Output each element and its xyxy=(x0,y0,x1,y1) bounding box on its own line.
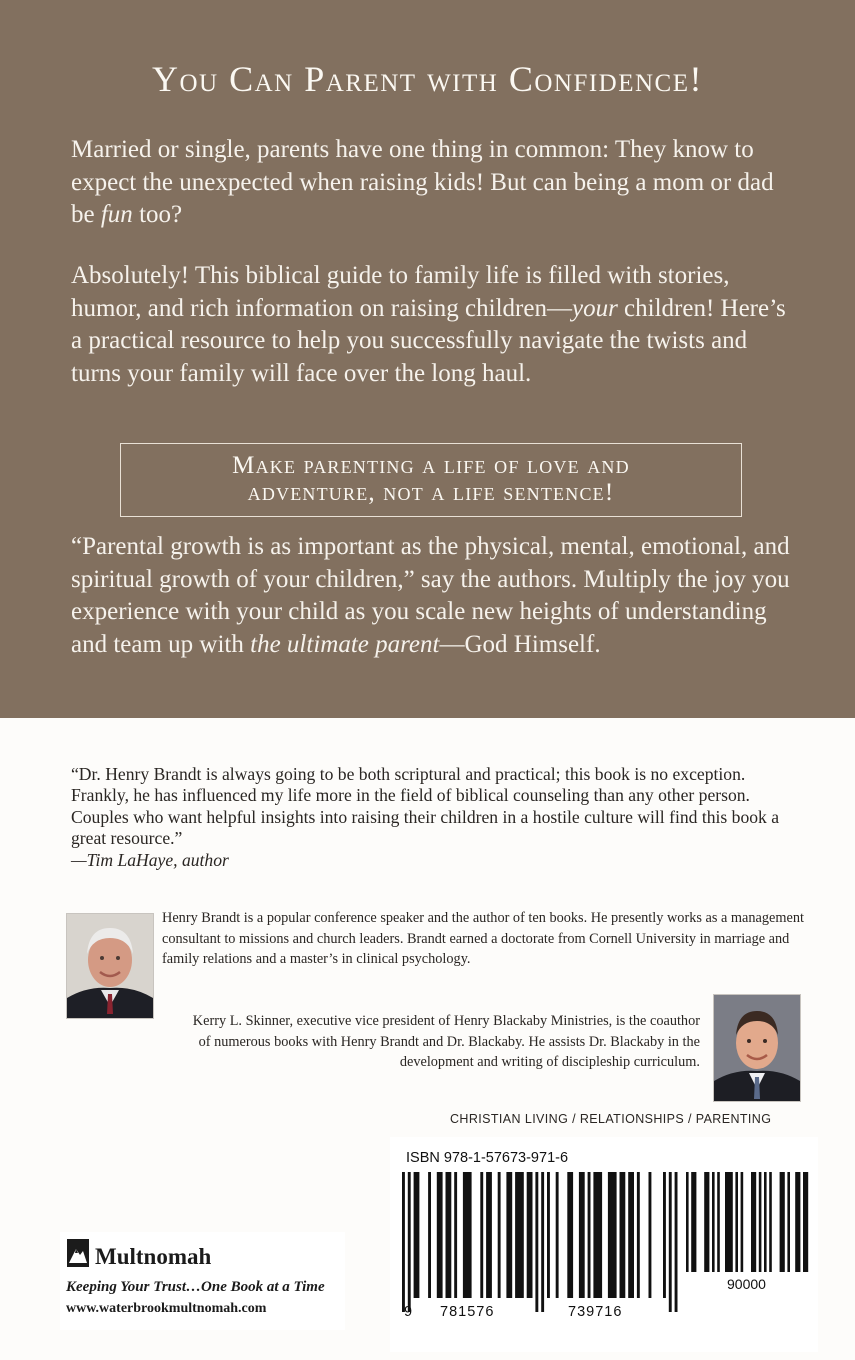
barcode-bar xyxy=(663,1172,666,1298)
multnomah-mountain-icon xyxy=(67,1239,89,1267)
growth-paragraph xyxy=(71,531,801,661)
barcode-bar xyxy=(669,1172,672,1312)
barcode-bar xyxy=(498,1172,501,1298)
barcode-bar xyxy=(712,1172,715,1272)
barcode-bar xyxy=(579,1172,585,1298)
barcode-bar xyxy=(414,1172,420,1298)
callout-box xyxy=(120,443,742,517)
barcode-bar xyxy=(535,1172,538,1312)
intro-text-after: too? xyxy=(132,201,183,228)
barcode-bar xyxy=(649,1172,652,1298)
barcode-bar xyxy=(741,1172,744,1272)
callout-line-1: Make parenting a life of love and xyxy=(232,452,630,479)
author-photo-henry-brandt xyxy=(66,913,154,1019)
endorsement xyxy=(71,764,796,871)
growth-text-emphasis: the ultimate parent xyxy=(250,630,440,658)
barcode-bar xyxy=(567,1172,573,1298)
author-photo-kerry-skinner xyxy=(713,994,801,1102)
barcode-bar xyxy=(547,1172,550,1298)
barcode-bar xyxy=(704,1172,709,1272)
publisher-name: Multnomah xyxy=(95,1244,212,1269)
intro-paragraph xyxy=(71,134,801,232)
callout-line-2: adventure, not a life sentence! xyxy=(247,479,615,506)
barcode-bar xyxy=(527,1172,533,1298)
barcode-bar xyxy=(686,1172,689,1272)
barcode-bar xyxy=(454,1172,457,1298)
growth-text-after: —God Himself. xyxy=(439,630,601,658)
cover-headline: You Can Parent with Confidence! xyxy=(152,59,703,99)
endorsement-quote: “Dr. Henry Brandt is always going to be both scriptural and practical; this book is no exception. Frankly, he has influenced my life more in the field of biblical counseling than any other person. Couples who want helpful insights into raising their children in a hostile culture will find this book a great resource.” xyxy=(71,764,780,849)
barcode-bar xyxy=(725,1172,733,1272)
guide-text-after: children! Here’s a practical resource to help you successfully navigate the twists and turns your family will face over the long haul. xyxy=(71,294,786,387)
barcode-bar xyxy=(480,1172,483,1298)
isbn-number: ISBN 978-1-57673-971-6 xyxy=(406,1150,569,1166)
barcode-bar xyxy=(446,1172,452,1298)
barcode-digit-group-2: 739716 xyxy=(568,1304,623,1320)
growth-text-before: “Parental growth is as important as the physical, mental, emotional, and spiritual growth of your children,” say the authors. Multiply the joy you experience with your child as you scale new heights of understanding and team up with xyxy=(71,533,790,658)
barcode-bar xyxy=(408,1172,411,1312)
barcode-bar xyxy=(402,1172,405,1312)
barcode-bar xyxy=(556,1172,559,1298)
barcode-bar xyxy=(593,1172,602,1298)
intro-text-emphasis: fun xyxy=(100,201,133,228)
intro-text-before: Married or single, parents have one thing in common: They know to expect the unexpected when raising kids! But can being a mom or dad be xyxy=(71,136,774,228)
barcode-bar xyxy=(803,1172,808,1272)
barcode-bar xyxy=(691,1172,696,1272)
guide-text-emphasis: your xyxy=(571,294,618,322)
price-code: 90000 xyxy=(727,1276,766,1292)
barcode-bar xyxy=(620,1172,626,1298)
barcode-digit-group-1: 781576 xyxy=(440,1304,495,1320)
barcode-bar xyxy=(780,1172,785,1272)
barcode-bar xyxy=(795,1172,800,1272)
guide-paragraph xyxy=(71,260,796,390)
barcode-bar xyxy=(506,1172,512,1298)
barcode-bar xyxy=(769,1172,772,1272)
category-label: CHRISTIAN LIVING / RELATIONSHIPS / PARENTING xyxy=(450,1112,772,1126)
barcode-bar xyxy=(675,1172,678,1312)
barcode-bar xyxy=(428,1172,431,1298)
barcode-bar xyxy=(717,1172,720,1272)
guide-text-before: Absolutely! This biblical guide to family life is filled with stories, humor, and rich information on raising children— xyxy=(71,262,730,322)
price-addon-barcode xyxy=(686,1172,814,1272)
barcode-bar xyxy=(764,1172,767,1272)
barcode-lead-digit: 9 xyxy=(404,1304,414,1320)
endorsement-attribution: —Tim LaHaye, author xyxy=(71,849,229,870)
barcode-bar xyxy=(787,1172,790,1272)
barcode-bar xyxy=(759,1172,762,1272)
barcode-bar xyxy=(751,1172,756,1272)
barcode-bar xyxy=(637,1172,640,1298)
barcode-bar xyxy=(541,1172,544,1312)
publisher-tagline: Keeping Your Trust…One Book at a Time xyxy=(66,1279,325,1295)
barcode-bar xyxy=(588,1172,591,1298)
barcode-bar xyxy=(486,1172,492,1298)
barcode-bar xyxy=(735,1172,738,1272)
barcode-bar xyxy=(608,1172,617,1298)
ean-barcode xyxy=(402,1172,682,1322)
author-bio-kerry-skinner: Kerry L. Skinner, executive vice president of Henry Blackaby Ministries, is the coauthor of numerous books with Henry Brandt and Dr. Blackaby. He assists Dr. Blackaby in the development and writing of discipleship curriculum. xyxy=(192,1013,700,1070)
author-bio-henry-brandt: Henry Brandt is a popular conference speaker and the author of ten books. He presently works as a management consultant to missions and church leaders. Brandt earned a doctorate from Cornell University in marriage and family relations and a master’s in clinical psychology. xyxy=(162,910,804,967)
barcode-bar xyxy=(463,1172,472,1298)
publisher-url: www.waterbrookmultnomah.com xyxy=(66,1301,267,1316)
barcode-bar xyxy=(628,1172,634,1298)
barcode-bar xyxy=(437,1172,443,1298)
barcode-bar xyxy=(515,1172,524,1298)
